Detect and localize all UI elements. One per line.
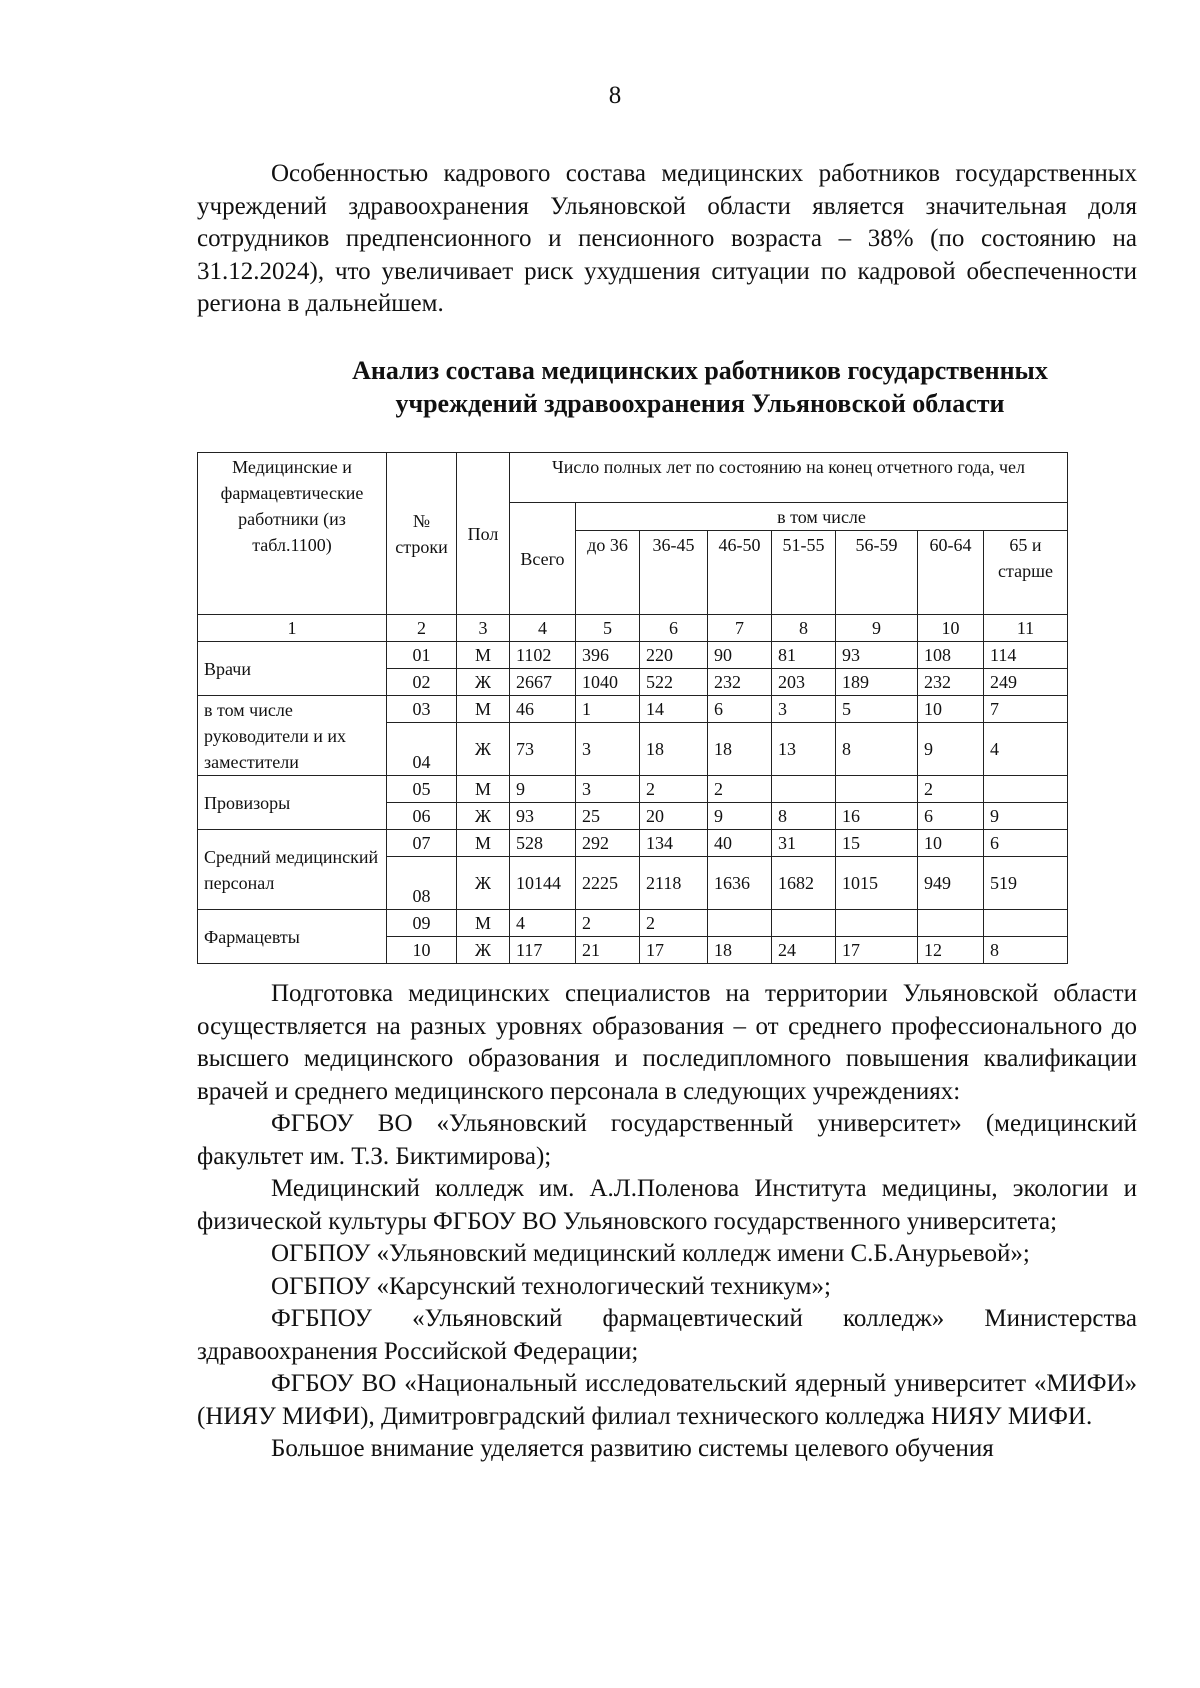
cell-age-value: 15 [836, 830, 918, 857]
header-age-col: 51-55 [772, 531, 836, 615]
cell-age-value: 13 [772, 723, 836, 776]
staff-age-table [197, 452, 1068, 964]
cell-total: 46 [510, 696, 576, 723]
cell-age-value: 232 [918, 669, 984, 696]
header-age-col: 46-50 [708, 531, 772, 615]
body-paragraph: Большое внимание уделяется развитию системы целевого обучения [271, 1435, 994, 1462]
cell-age-value: 40 [708, 830, 772, 857]
cell-age-value: 6 [708, 696, 772, 723]
column-number: 1 [198, 615, 387, 642]
cell-age-value: 220 [640, 642, 708, 669]
row-sex: Ж [457, 857, 510, 910]
body-paragraph: ФГБПОУ «Ульяновский фармацевтический колледж» Министерства здравоохранения Российской Федерации; [197, 1305, 1137, 1365]
cell-age-value: 2118 [640, 857, 708, 910]
cell-total: 117 [510, 937, 576, 964]
cell-age-value: 9 [984, 803, 1068, 830]
row-number: 03 [387, 696, 457, 723]
cell-age-value [984, 776, 1068, 803]
cell-age-value: 7 [984, 696, 1068, 723]
row-sex: Ж [457, 803, 510, 830]
cell-age-value: 2 [708, 776, 772, 803]
cell-age-value: 2 [576, 910, 640, 937]
cell-age-value: 292 [576, 830, 640, 857]
cell-age-value [918, 910, 984, 937]
header-including: в том числе [576, 503, 1068, 531]
cell-total: 10144 [510, 857, 576, 910]
body-paragraph: ОГБПОУ «Карсунский технологический техникум»; [271, 1272, 831, 1300]
cell-age-value: 203 [772, 669, 836, 696]
cell-age-value: 8 [836, 723, 918, 776]
cell-age-value: 20 [640, 803, 708, 830]
cell-age-value [772, 776, 836, 803]
column-number: 6 [640, 615, 708, 642]
body-paragraph: Медицинский колледж им. А.Л.Поленова Института медицины, экологии и физической культуры ФГБОУ ВО Ульяновского государственного университета; [197, 1175, 1137, 1235]
cell-age-value: 24 [772, 937, 836, 964]
column-number: 8 [772, 615, 836, 642]
cell-age-value: 8 [772, 803, 836, 830]
row-number: 07 [387, 830, 457, 857]
cell-age-value: 18 [708, 937, 772, 964]
cell-age-value: 2 [640, 910, 708, 937]
cell-age-value: 1682 [772, 857, 836, 910]
cell-age-value: 5 [836, 696, 918, 723]
cell-age-value: 4 [984, 723, 1068, 776]
column-number: 10 [918, 615, 984, 642]
cell-age-value: 949 [918, 857, 984, 910]
table-body [198, 642, 1068, 964]
cell-age-value: 31 [772, 830, 836, 857]
cell-age-value: 2 [640, 776, 708, 803]
body-paragraph: ФГБОУ ВО «Национальный исследовательский ядерный университет «МИФИ» (НИЯУ МИФИ), Димитровградский филиал технического колледжа НИЯУ МИФИ. [197, 1370, 1137, 1430]
cell-age-value: 6 [984, 830, 1068, 857]
cell-age-value: 81 [772, 642, 836, 669]
cell-age-value: 21 [576, 937, 640, 964]
cell-age-value: 2 [918, 776, 984, 803]
cell-age-value: 1636 [708, 857, 772, 910]
cell-age-value [984, 910, 1068, 937]
header-sex: Пол [457, 453, 510, 615]
cell-age-value: 1015 [836, 857, 918, 910]
row-number: 08 [387, 857, 457, 910]
row-number: 06 [387, 803, 457, 830]
table-row [198, 642, 1068, 669]
body-paragraph: ОГБПОУ «Ульяновский медицинский колледж имени С.Б.Анурьевой»; [271, 1240, 1030, 1267]
cell-age-value: 232 [708, 669, 772, 696]
row-category: Средний медицинский персонал [198, 830, 387, 910]
cell-age-value [708, 910, 772, 937]
header-total: Всего [510, 503, 576, 615]
row-category: Врачи [198, 642, 387, 696]
cell-age-value: 1040 [576, 669, 640, 696]
cell-total: 9 [510, 776, 576, 803]
column-number: 9 [836, 615, 918, 642]
column-number: 11 [984, 615, 1068, 642]
row-sex: Ж [457, 723, 510, 776]
cell-age-value: 519 [984, 857, 1068, 910]
row-sex: М [457, 830, 510, 857]
cell-age-value: 18 [708, 723, 772, 776]
table-row [198, 776, 1068, 803]
cell-age-value [772, 910, 836, 937]
cell-age-value: 10 [918, 696, 984, 723]
header-category: Медицинские и фармацевтические работники (из табл.1100) [198, 453, 387, 615]
column-number: 4 [510, 615, 576, 642]
row-number: 10 [387, 937, 457, 964]
table-row [198, 910, 1068, 937]
cell-age-value: 17 [836, 937, 918, 964]
cell-age-value: 8 [984, 937, 1068, 964]
table-title-line-2: учреждений здравоохранения Ульяновской области [395, 389, 1005, 418]
table-title [197, 354, 1137, 420]
intro-paragraph: Особенностью кадрового состава медицинских работников государственных учреждений здравоохранения Ульяновской области является значительная доля сотрудников предпенсионного и пенсионного возраста – 38% (по состоянию на 31.12.2024), что увеличивает риск ухудшения ситуации по кадровой обеспеченности региона в дальнейшем. [197, 160, 1137, 317]
column-number: 7 [708, 615, 772, 642]
cell-age-value: 25 [576, 803, 640, 830]
cell-age-value [836, 776, 918, 803]
cell-total: 1102 [510, 642, 576, 669]
cell-total: 2667 [510, 669, 576, 696]
cell-age-value: 396 [576, 642, 640, 669]
row-number: 09 [387, 910, 457, 937]
cell-age-value: 1 [576, 696, 640, 723]
cell-age-value: 16 [836, 803, 918, 830]
row-sex: М [457, 696, 510, 723]
row-sex: М [457, 910, 510, 937]
row-number: 01 [387, 642, 457, 669]
body-paragraph: Подготовка медицинских специалистов на территории Ульяновской области осуществляется на разных уровнях образования – от среднего профессионального до высшего медицинского образования и последипломного повышения квалификации врачей и среднего медицинского персонала в следующих учреждениях: [197, 980, 1137, 1105]
cell-age-value [836, 910, 918, 937]
intro-section [197, 158, 1137, 321]
row-sex: М [457, 642, 510, 669]
cell-age-value: 90 [708, 642, 772, 669]
cell-age-value: 17 [640, 937, 708, 964]
row-sex: Ж [457, 937, 510, 964]
cell-total: 93 [510, 803, 576, 830]
cell-age-value: 10 [918, 830, 984, 857]
cell-age-value: 14 [640, 696, 708, 723]
cell-age-value: 12 [918, 937, 984, 964]
table-title-line-1: Анализ состава медицинских работников государственных [352, 356, 1048, 385]
cell-total: 4 [510, 910, 576, 937]
header-row-number: № строки [387, 453, 457, 615]
table-row [198, 830, 1068, 857]
body-section [197, 978, 1137, 1466]
cell-age-value: 108 [918, 642, 984, 669]
cell-age-value: 18 [640, 723, 708, 776]
body-paragraph: ФГБОУ ВО «Ульяновский государственный университет» (медицинский факультет им. Т.З. Биктимирова); [197, 1110, 1137, 1170]
cell-age-value: 249 [984, 669, 1068, 696]
cell-age-value: 3 [772, 696, 836, 723]
row-number: 05 [387, 776, 457, 803]
header-age-col: 56-59 [836, 531, 918, 615]
cell-age-value: 522 [640, 669, 708, 696]
row-sex: Ж [457, 669, 510, 696]
cell-age-value: 2225 [576, 857, 640, 910]
cell-age-value: 93 [836, 642, 918, 669]
row-sex: М [457, 776, 510, 803]
row-number: 04 [387, 723, 457, 776]
column-number-row [198, 615, 1068, 642]
header-age-col: 36-45 [640, 531, 708, 615]
cell-total: 528 [510, 830, 576, 857]
column-number: 3 [457, 615, 510, 642]
row-category: Фармацевты [198, 910, 387, 964]
row-category: Провизоры [198, 776, 387, 830]
cell-age-value: 3 [576, 723, 640, 776]
page-number: 8 [608, 82, 622, 109]
row-category: в том числе руководители и их заместители [198, 696, 387, 776]
cell-age-value: 3 [576, 776, 640, 803]
cell-age-value: 6 [918, 803, 984, 830]
row-number: 02 [387, 669, 457, 696]
header-age-col: 60-64 [918, 531, 984, 615]
cell-age-value: 9 [918, 723, 984, 776]
cell-total: 73 [510, 723, 576, 776]
header-age-col: до 36 [576, 531, 640, 615]
column-number: 2 [387, 615, 457, 642]
header-age-col: 65 и старше [984, 531, 1068, 615]
cell-age-value: 114 [984, 642, 1068, 669]
table-row [198, 696, 1068, 723]
cell-age-value: 189 [836, 669, 918, 696]
column-number: 5 [576, 615, 640, 642]
cell-age-value: 134 [640, 830, 708, 857]
cell-age-value: 9 [708, 803, 772, 830]
header-age-group: Число полных лет по состоянию на конец отчетного года, чел [510, 453, 1068, 503]
